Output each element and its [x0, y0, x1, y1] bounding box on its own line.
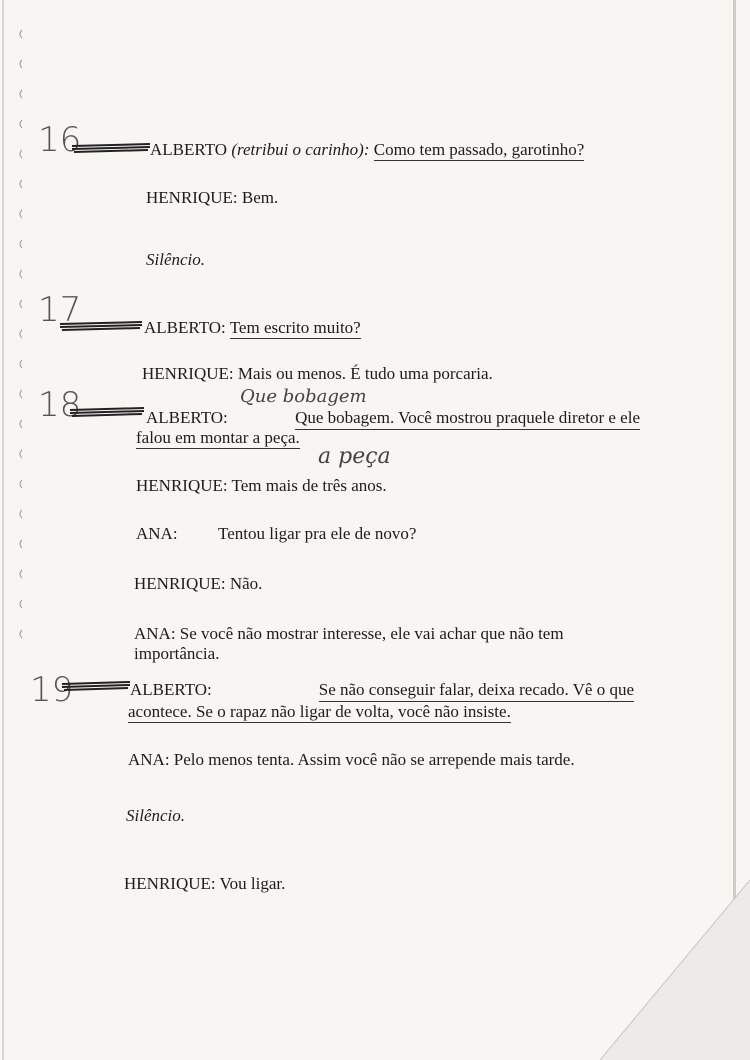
left-scan-edge	[2, 0, 4, 1060]
dialogue-text: Que bobagem. Você mostrou praquele diretor e ele	[295, 408, 640, 430]
dialogue-text: Tentou ligar pra ele de novo?	[218, 524, 417, 543]
dialogue-line-continued: importância.	[134, 644, 220, 663]
handwritten-note: Que bobagem	[240, 386, 367, 407]
dialogue-line: HENRIQUE: Tem mais de três anos.	[136, 476, 387, 495]
handwritten-note: a peça	[318, 444, 391, 469]
dialogue-line	[144, 318, 361, 338]
dialogue-line	[146, 408, 640, 430]
dialogue-text: Tem escrito muito?	[229, 318, 361, 337]
scribble-mark	[60, 676, 132, 694]
dialogue-line	[150, 140, 584, 160]
annotation-number-18: 18	[38, 385, 82, 425]
stage-direction: (retribui o carinho):	[231, 140, 370, 159]
speaker-name: ALBERTO:	[146, 408, 228, 427]
dialogue-line-continued: falou em montar a peça.	[136, 428, 300, 447]
dialogue-text: Como tem passado, garotinho?	[373, 140, 585, 159]
annotation-number-19: 19	[30, 670, 74, 710]
speaker-name: ALBERTO:	[144, 318, 226, 337]
dialogue-line-continued: acontece. Se o rapaz não ligar de volta, você não insiste.	[128, 702, 511, 721]
annotation-number-16: 16	[38, 120, 82, 160]
dialogue-line: HENRIQUE: Bem.	[146, 188, 279, 207]
speaker-name: ALBERTO	[150, 140, 228, 159]
dialogue-line: ANA: Pelo menos tenta. Assim você não se arrepende mais tarde.	[128, 750, 575, 769]
dialogue-line: HENRIQUE: Mais ou menos. É tudo uma porcaria.	[142, 364, 493, 383]
dialogue-line	[136, 524, 416, 544]
speaker-name: ALBERTO:	[130, 680, 212, 699]
stage-direction: Silêncio.	[126, 806, 186, 825]
scribble-mark	[68, 402, 146, 420]
dialogue-line: ANA: Se você não mostrar interesse, ele vai achar que não tem	[134, 624, 564, 643]
speaker-name: ANA:	[136, 524, 178, 543]
annotation-number-17: 17	[38, 290, 82, 330]
dialogue-line: HENRIQUE: Não.	[134, 574, 263, 593]
dialogue-text: Se não conseguir falar, deixa recado. Vê o que	[319, 680, 634, 702]
binding-holes	[14, 20, 34, 660]
folded-corner	[600, 880, 750, 1060]
dialogue-line	[130, 680, 634, 702]
dialogue-line: HENRIQUE: Vou ligar.	[124, 874, 286, 893]
scribble-mark	[58, 316, 144, 334]
stage-direction: Silêncio.	[146, 250, 206, 269]
scribble-mark	[70, 138, 152, 156]
